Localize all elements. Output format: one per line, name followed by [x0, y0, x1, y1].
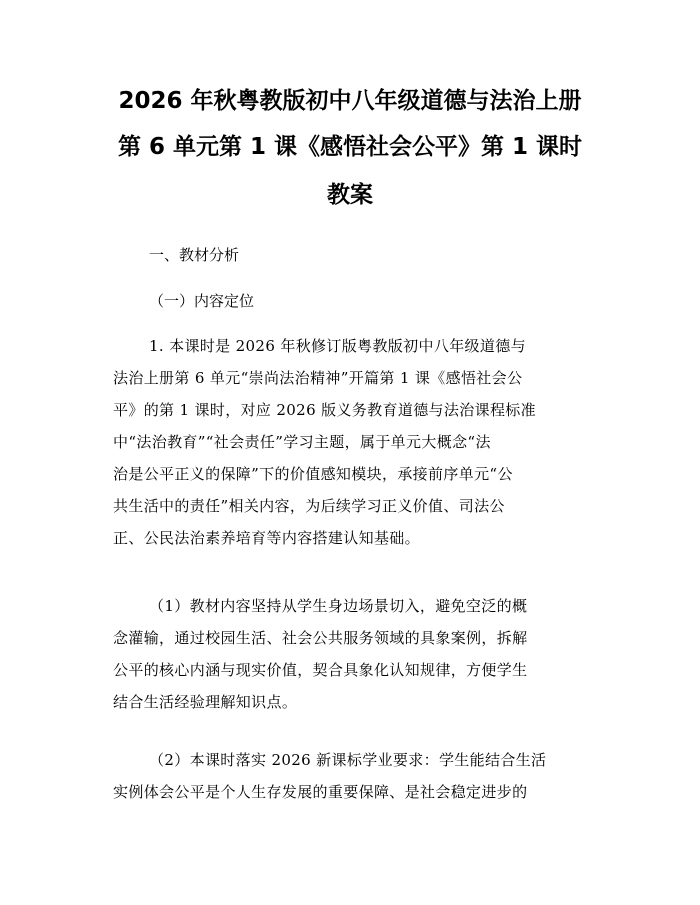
section-heading: 一、教材分析: [149, 246, 240, 264]
document-title-line-1: 2026 年秋粤教版初中八年级道德与法治上册: [118, 88, 582, 114]
paragraph-line: 念灌输，通过校园生活、社会公共服务领域的具象案例，拆解: [113, 629, 528, 647]
paragraph-content-positioning: [113, 330, 597, 554]
paragraph-line: 公平的核心内涵与现实价值，契合具象化认知规律，方便学生: [113, 661, 528, 679]
paragraph-line: 结合生活经验理解知识点。: [113, 693, 298, 711]
paragraph-item-1: [113, 590, 597, 718]
subsection-heading: （一）内容定位: [149, 292, 255, 310]
paragraph-line: 治是公平正义的保障”下的价值感知模块，承接前序单元“公: [113, 465, 513, 483]
paragraph-line: 1. 本课时是 2026 年秋修订版粤教版初中八年级道德与: [149, 337, 526, 355]
paragraph-line: 法治上册第 6 单元“崇尚法治精神”开篇第 1 课《感悟社会公: [113, 369, 523, 387]
document-title-line-2: 第 6 单元第 1 课《感悟社会公平》第 1 课时: [117, 134, 583, 160]
paragraph-line: 中“法治教育”“社会责任”学习主题，属于单元大概念“法: [113, 433, 491, 451]
paragraph-line: 正、公民法治素养培育等内容搭建认知基础。: [113, 529, 421, 547]
paragraph-line: 实例体会公平是个人生存发展的重要保障、是社会稳定进步的: [113, 783, 528, 801]
paragraph-line: 共生活中的责任”相关内容，为后续学习正义价值、司法公: [113, 497, 505, 515]
paragraph-line: （1）教材内容坚持从学生身边场景切入，避免空泛的概: [149, 597, 528, 615]
document-title-line-3: 教案: [327, 182, 373, 208]
paragraph-line: （2）本课时落实 2026 新课标学业要求：学生能结合生活: [149, 751, 547, 769]
paragraph-line: 平》的第 1 课时，对应 2026 版义务教育道德与法治课程标准: [113, 401, 536, 419]
paragraph-item-2: [113, 744, 597, 808]
